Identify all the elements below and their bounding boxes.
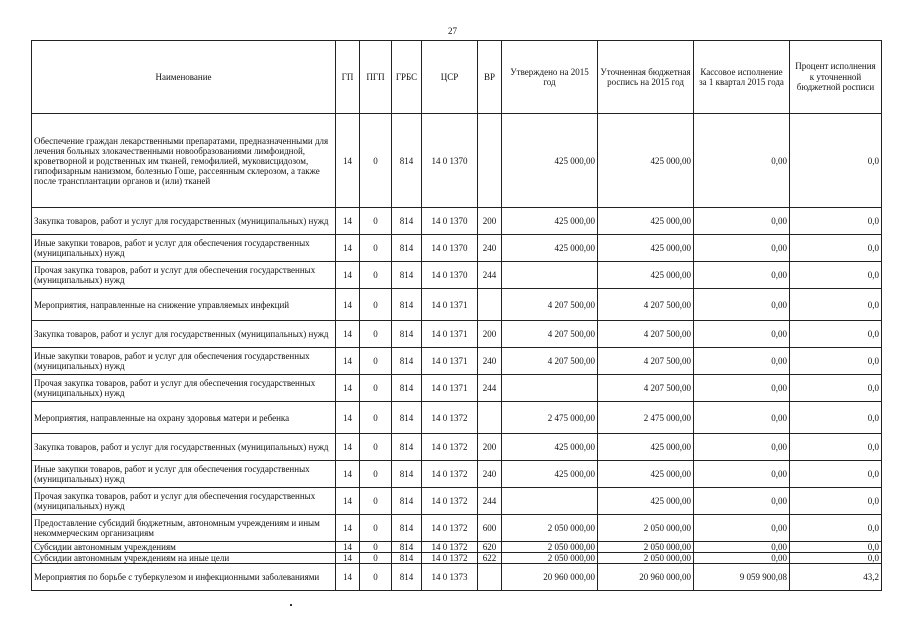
row-grbs: 814 xyxy=(392,321,422,348)
row-percent: 0,0 xyxy=(790,488,882,515)
row-cash: 0,00 xyxy=(694,434,790,461)
row-name: Прочая закупка товаров, работ и услуг для обеспечения государственных (муниципальных) нужд xyxy=(32,488,336,515)
row-vr: 622 xyxy=(478,553,502,564)
row-approved: 2 050 000,00 xyxy=(502,515,598,542)
row-refined: 425 000,00 xyxy=(598,262,694,289)
page-number: 27 xyxy=(448,26,457,36)
row-grbs: 814 xyxy=(392,235,422,262)
row-grbs: 814 xyxy=(392,348,422,375)
row-grbs: 814 xyxy=(392,114,422,208)
row-approved: 2 050 000,00 xyxy=(502,542,598,553)
row-name: Закупка товаров, работ и услуг для государственных (муниципальных) нужд xyxy=(32,434,336,461)
row-grbs: 814 xyxy=(392,434,422,461)
row-percent: 0,0 xyxy=(790,321,882,348)
row-pgp: 0 xyxy=(360,375,392,402)
row-vr: 240 xyxy=(478,235,502,262)
table-row xyxy=(32,542,882,553)
header-approved: Утверждено на 2015 год xyxy=(502,41,598,114)
row-refined: 4 207 500,00 xyxy=(598,321,694,348)
table-row xyxy=(32,434,882,461)
row-gp: 14 xyxy=(336,515,360,542)
row-name: Иные закупки товаров, работ и услуг для обеспечения государственных (муниципальных) нужд xyxy=(32,461,336,488)
row-refined: 2 475 000,00 xyxy=(598,402,694,434)
row-pgp: 0 xyxy=(360,262,392,289)
row-refined: 425 000,00 xyxy=(598,461,694,488)
row-csr: 14 0 1370 xyxy=(422,114,478,208)
row-pgp: 0 xyxy=(360,289,392,321)
row-percent: 0,0 xyxy=(790,553,882,564)
row-percent: 0,0 xyxy=(790,235,882,262)
row-gp: 14 xyxy=(336,208,360,235)
row-name: Закупка товаров, работ и услуг для государственных (муниципальных) нужд xyxy=(32,321,336,348)
row-grbs: 814 xyxy=(392,461,422,488)
row-name: Мероприятия, направленные на охрану здоровья матери и ребенка xyxy=(32,402,336,434)
table-row xyxy=(32,461,882,488)
stray-dot xyxy=(290,604,292,606)
row-grbs: 814 xyxy=(392,553,422,564)
row-refined: 2 050 000,00 xyxy=(598,515,694,542)
table-row xyxy=(32,289,882,321)
row-approved: 4 207 500,00 xyxy=(502,289,598,321)
table-row xyxy=(32,262,882,289)
row-name: Иные закупки товаров, работ и услуг для обеспечения государственных (муниципальных) нужд xyxy=(32,235,336,262)
row-csr: 14 0 1371 xyxy=(422,321,478,348)
row-refined: 4 207 500,00 xyxy=(598,375,694,402)
table-row xyxy=(32,402,882,434)
row-gp: 14 xyxy=(336,553,360,564)
row-gp: 14 xyxy=(336,348,360,375)
row-pgp: 0 xyxy=(360,515,392,542)
row-percent: 0,0 xyxy=(790,542,882,553)
row-percent: 0,0 xyxy=(790,434,882,461)
row-cash: 0,00 xyxy=(694,321,790,348)
row-percent: 0,0 xyxy=(790,375,882,402)
row-name: Иные закупки товаров, работ и услуг для обеспечения государственных (муниципальных) нужд xyxy=(32,348,336,375)
table-row xyxy=(32,348,882,375)
row-approved: 2 475 000,00 xyxy=(502,402,598,434)
header-grbs: ГРБС xyxy=(392,41,422,114)
row-name: Закупка товаров, работ и услуг для государственных (муниципальных) нужд xyxy=(32,208,336,235)
row-vr: 600 xyxy=(478,515,502,542)
row-cash: 0,00 xyxy=(694,114,790,208)
row-cash: 0,00 xyxy=(694,235,790,262)
row-percent: 0,0 xyxy=(790,208,882,235)
row-percent: 0,0 xyxy=(790,461,882,488)
row-vr: 244 xyxy=(478,488,502,515)
row-name: Мероприятия по борьбе с туберкулезом и инфекционными заболеваниями xyxy=(32,564,336,591)
header-row xyxy=(32,41,882,114)
row-vr: 244 xyxy=(478,375,502,402)
row-csr: 14 0 1370 xyxy=(422,262,478,289)
row-csr: 14 0 1372 xyxy=(422,402,478,434)
row-cash: 0,00 xyxy=(694,402,790,434)
row-csr: 14 0 1371 xyxy=(422,289,478,321)
row-csr: 14 0 1372 xyxy=(422,488,478,515)
row-name: Субсидии автономным учреждениям на иные цели xyxy=(32,553,336,564)
row-pgp: 0 xyxy=(360,321,392,348)
row-cash: 0,00 xyxy=(694,488,790,515)
row-cash: 0,00 xyxy=(694,208,790,235)
row-approved: 4 207 500,00 xyxy=(502,321,598,348)
row-csr: 14 0 1370 xyxy=(422,235,478,262)
header-pgp: ПГП xyxy=(360,41,392,114)
row-gp: 14 xyxy=(336,488,360,515)
row-pgp: 0 xyxy=(360,114,392,208)
row-gp: 14 xyxy=(336,262,360,289)
row-approved xyxy=(502,488,598,515)
row-refined: 4 207 500,00 xyxy=(598,348,694,375)
row-refined: 425 000,00 xyxy=(598,434,694,461)
row-grbs: 814 xyxy=(392,208,422,235)
table-row xyxy=(32,564,882,591)
row-refined: 4 207 500,00 xyxy=(598,289,694,321)
row-cash: 0,00 xyxy=(694,375,790,402)
row-csr: 14 0 1371 xyxy=(422,375,478,402)
row-pgp: 0 xyxy=(360,564,392,591)
row-percent: 0,0 xyxy=(790,402,882,434)
row-refined: 20 960 000,00 xyxy=(598,564,694,591)
row-gp: 14 xyxy=(336,114,360,208)
row-vr: 200 xyxy=(478,434,502,461)
row-cash: 0,00 xyxy=(694,553,790,564)
row-approved: 2 050 000,00 xyxy=(502,553,598,564)
row-refined: 425 000,00 xyxy=(598,208,694,235)
header-vr: ВР xyxy=(478,41,502,114)
row-cash: 9 059 900,08 xyxy=(694,564,790,591)
table-row xyxy=(32,515,882,542)
row-refined: 425 000,00 xyxy=(598,235,694,262)
row-gp: 14 xyxy=(336,289,360,321)
row-approved: 20 960 000,00 xyxy=(502,564,598,591)
row-cash: 0,00 xyxy=(694,515,790,542)
row-vr: 244 xyxy=(478,262,502,289)
row-csr: 14 0 1372 xyxy=(422,434,478,461)
row-gp: 14 xyxy=(336,375,360,402)
row-pgp: 0 xyxy=(360,402,392,434)
header-csr: ЦСР xyxy=(422,41,478,114)
row-vr: 200 xyxy=(478,321,502,348)
row-grbs: 814 xyxy=(392,542,422,553)
row-grbs: 814 xyxy=(392,488,422,515)
row-gp: 14 xyxy=(336,564,360,591)
row-gp: 14 xyxy=(336,542,360,553)
row-pgp: 0 xyxy=(360,235,392,262)
row-name: Прочая закупка товаров, работ и услуг для обеспечения государственных (муниципальных) нужд xyxy=(32,262,336,289)
table-row xyxy=(32,235,882,262)
row-vr: 620 xyxy=(478,542,502,553)
row-csr: 14 0 1373 xyxy=(422,564,478,591)
row-percent: 0,0 xyxy=(790,262,882,289)
row-csr: 14 0 1371 xyxy=(422,348,478,375)
table-row xyxy=(32,208,882,235)
table-row xyxy=(32,321,882,348)
row-pgp: 0 xyxy=(360,348,392,375)
row-vr: 240 xyxy=(478,348,502,375)
row-name: Мероприятия, направленные на снижение управляемых инфекций xyxy=(32,289,336,321)
row-approved: 425 000,00 xyxy=(502,235,598,262)
header-name: Наименование xyxy=(32,41,336,114)
row-percent: 0,0 xyxy=(790,515,882,542)
header-refined: Уточненная бюджетная роспись на 2015 год xyxy=(598,41,694,114)
row-percent: 0,0 xyxy=(790,114,882,208)
row-refined: 2 050 000,00 xyxy=(598,553,694,564)
row-name: Субсидии автономным учреждениям xyxy=(32,542,336,553)
row-approved xyxy=(502,375,598,402)
row-percent: 0,0 xyxy=(790,289,882,321)
row-csr: 14 0 1370 xyxy=(422,208,478,235)
row-percent: 43,2 xyxy=(790,564,882,591)
table-row xyxy=(32,114,882,208)
row-approved xyxy=(502,262,598,289)
row-cash: 0,00 xyxy=(694,461,790,488)
row-cash: 0,00 xyxy=(694,262,790,289)
row-vr xyxy=(478,564,502,591)
row-gp: 14 xyxy=(336,461,360,488)
table-row xyxy=(32,553,882,564)
row-pgp: 0 xyxy=(360,542,392,553)
row-refined: 2 050 000,00 xyxy=(598,542,694,553)
row-vr xyxy=(478,114,502,208)
row-pgp: 0 xyxy=(360,553,392,564)
budget-table xyxy=(31,40,882,591)
table-row xyxy=(32,488,882,515)
row-vr: 200 xyxy=(478,208,502,235)
row-grbs: 814 xyxy=(392,289,422,321)
row-gp: 14 xyxy=(336,402,360,434)
row-percent: 0,0 xyxy=(790,348,882,375)
row-name: Предоставление субсидий бюджетным, автономным учреждениям и иным некоммерческим организациям xyxy=(32,515,336,542)
table-row xyxy=(32,375,882,402)
row-grbs: 814 xyxy=(392,262,422,289)
row-refined: 425 000,00 xyxy=(598,114,694,208)
row-name: Прочая закупка товаров, работ и услуг для обеспечения государственных (муниципальных) нужд xyxy=(32,375,336,402)
row-refined: 425 000,00 xyxy=(598,488,694,515)
row-cash: 0,00 xyxy=(694,289,790,321)
row-approved: 425 000,00 xyxy=(502,434,598,461)
row-vr xyxy=(478,289,502,321)
row-pgp: 0 xyxy=(360,208,392,235)
row-pgp: 0 xyxy=(360,488,392,515)
row-vr: 240 xyxy=(478,461,502,488)
row-cash: 0,00 xyxy=(694,348,790,375)
row-name: Обеспечение граждан лекарственными препаратами, предназначенными для лечения больных злокачественными новообразованиями лимфоидной, кроветворной и родственных им тканей, гемофилией, муковисцидозом, гипофизарным нанизмом, болезнью Гоше, рассеянным склерозом, а также после трансплантации органов и (или) тканей xyxy=(32,114,336,208)
row-pgp: 0 xyxy=(360,434,392,461)
row-approved: 425 000,00 xyxy=(502,208,598,235)
row-grbs: 814 xyxy=(392,564,422,591)
row-approved: 4 207 500,00 xyxy=(502,348,598,375)
row-csr: 14 0 1372 xyxy=(422,461,478,488)
row-gp: 14 xyxy=(336,235,360,262)
row-csr: 14 0 1372 xyxy=(422,542,478,553)
header-gp: ГП xyxy=(336,41,360,114)
header-percent: Процент исполнения к уточненной бюджетной росписи xyxy=(790,41,882,114)
row-csr: 14 0 1372 xyxy=(422,515,478,542)
row-grbs: 814 xyxy=(392,515,422,542)
header-cash: Кассовое исполнение за 1 квартал 2015 года xyxy=(694,41,790,114)
row-gp: 14 xyxy=(336,321,360,348)
row-vr xyxy=(478,402,502,434)
row-csr: 14 0 1372 xyxy=(422,553,478,564)
row-pgp: 0 xyxy=(360,461,392,488)
row-gp: 14 xyxy=(336,434,360,461)
row-approved: 425 000,00 xyxy=(502,461,598,488)
row-cash: 0,00 xyxy=(694,542,790,553)
row-grbs: 814 xyxy=(392,375,422,402)
row-approved: 425 000,00 xyxy=(502,114,598,208)
row-grbs: 814 xyxy=(392,402,422,434)
